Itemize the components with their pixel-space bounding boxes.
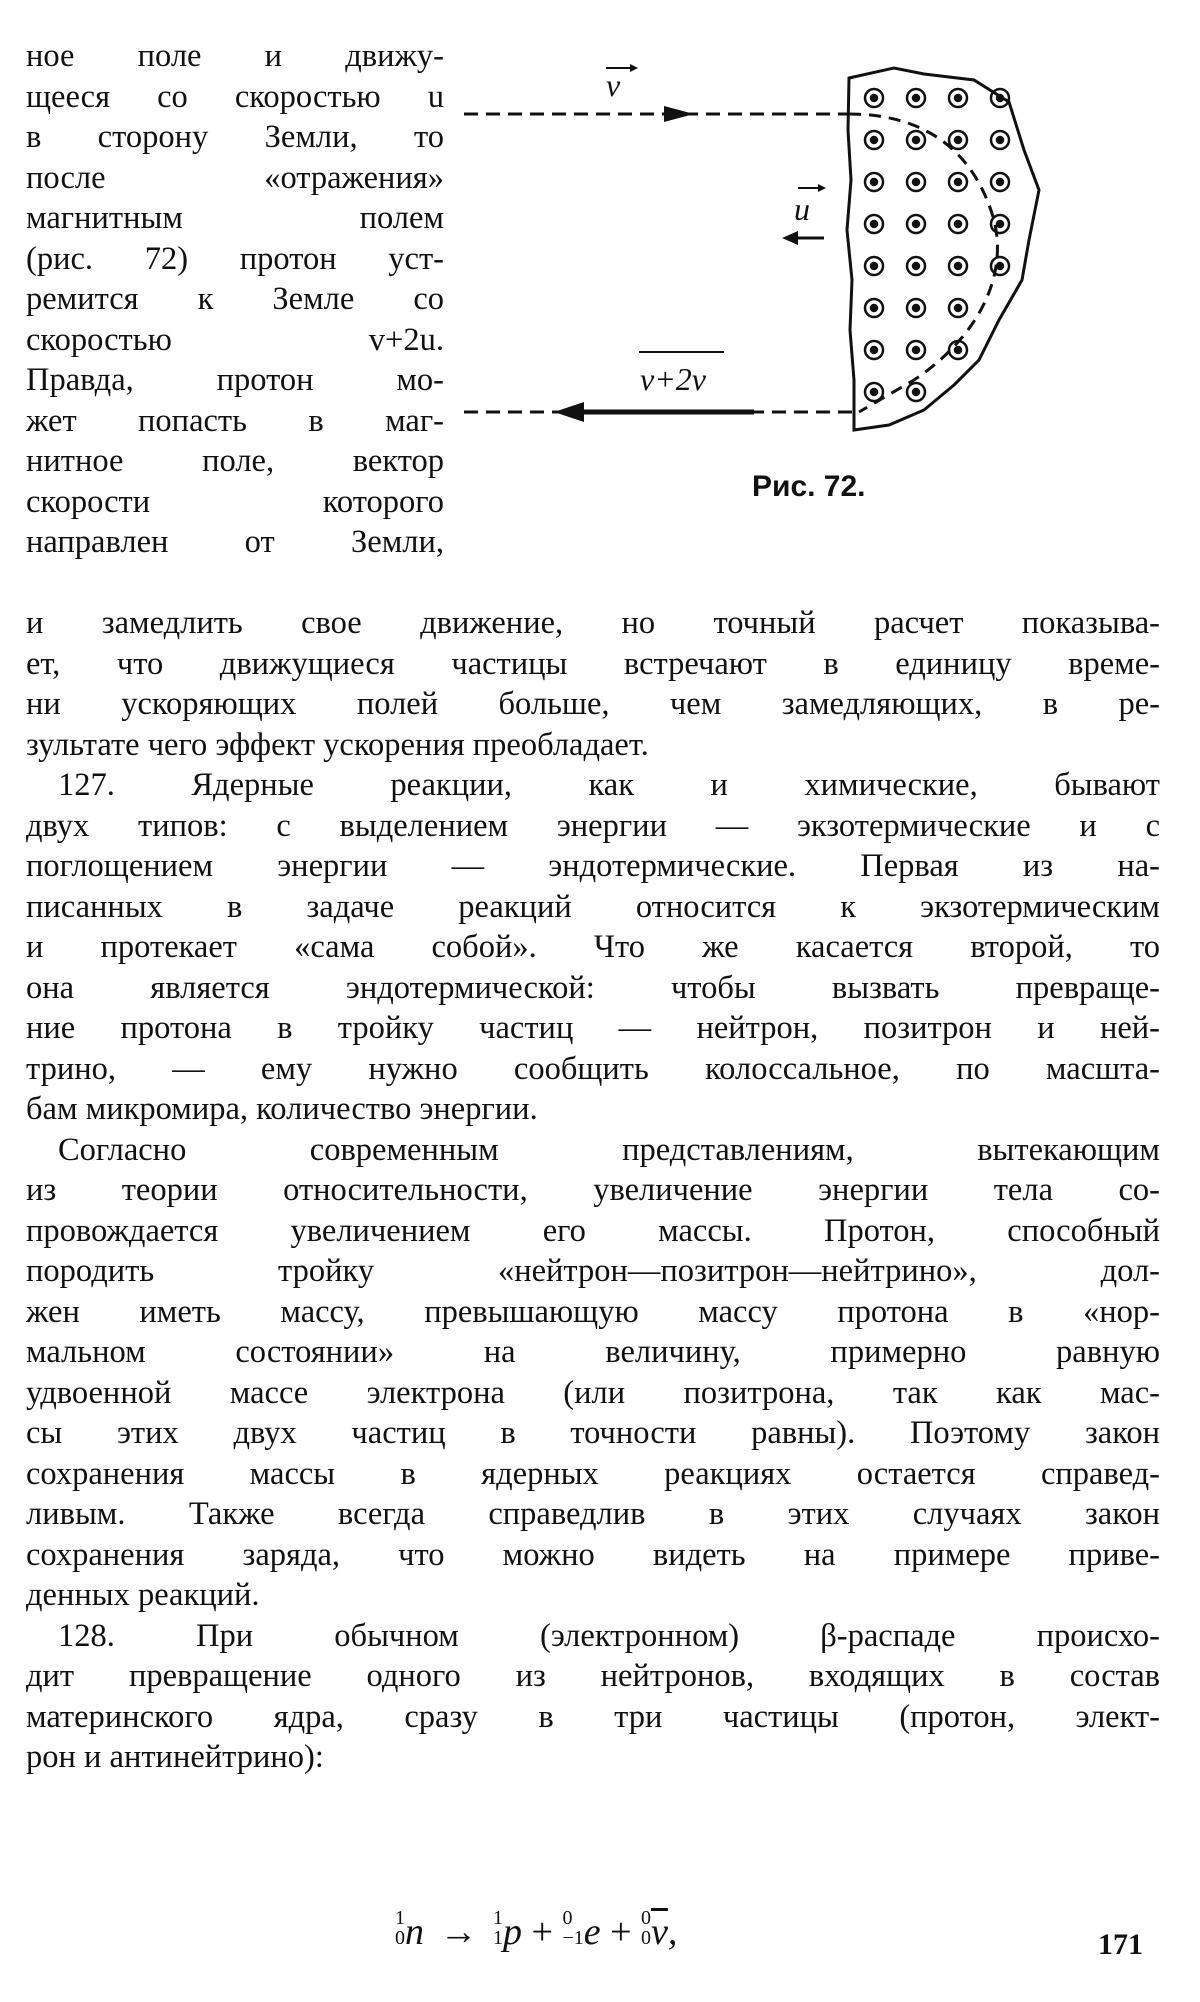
- field-dot-center: [997, 95, 1003, 101]
- intro-column: [26, 36, 444, 563]
- body-text: [26, 603, 1160, 1778]
- text-line: и замедлить свое движение, но точный расчет показыва-: [26, 605, 1160, 641]
- field-region-outline: [847, 68, 1039, 430]
- field-dot-center: [871, 137, 877, 143]
- field-dot-center: [913, 95, 919, 101]
- intro-line: (рис. 72) протон уст-: [26, 240, 444, 277]
- p-indices: 1 1: [493, 1907, 503, 1949]
- intro-line: ное поле и движу-: [26, 38, 444, 74]
- label-u: u: [794, 191, 810, 227]
- intro-line: жет попасть в маг-: [26, 402, 444, 439]
- field-dot-center: [913, 221, 919, 227]
- text-line: трино, — ему нужно сообщить колоссальное, по масшта-: [26, 1050, 1160, 1087]
- field-dot-center: [955, 221, 961, 227]
- page-number: 171: [1098, 1928, 1143, 1961]
- field-dot-center: [997, 221, 1003, 227]
- field-dot-center: [913, 389, 919, 395]
- plus: +: [531, 1911, 553, 1953]
- intro-line: скорости которого: [26, 483, 444, 520]
- intro-line: щееся со скоростью u: [26, 78, 444, 115]
- v-vector-tip: [630, 64, 638, 72]
- symbol-e: e: [583, 1911, 601, 1953]
- intro-line: магнитным полем: [26, 200, 444, 236]
- intro-line: скоростью v+2u.: [26, 321, 444, 358]
- text-line: жен иметь массу, превышающую массу протона в «нор-: [26, 1293, 1160, 1330]
- plus: +: [610, 1911, 632, 1953]
- field-dot-center: [913, 137, 919, 143]
- beta-decay-formula: [395, 1908, 677, 1954]
- figure-72: [454, 40, 1144, 510]
- field-dot-center: [871, 305, 877, 311]
- intro-line: в сторону Земли, то: [26, 119, 444, 155]
- intro-line: после «отражения»: [26, 159, 444, 196]
- u-arrowhead: [782, 231, 798, 245]
- field-dot-center: [913, 179, 919, 185]
- text-line: провождается увеличением его массы. Протон, способный: [26, 1212, 1160, 1249]
- field-dot-center: [871, 389, 877, 395]
- text-line: ливым. Также всегда справедлив в этих случаях закон: [26, 1496, 1160, 1532]
- text-line: двух типов: с выделением энергии — экзотермические и с: [26, 807, 1160, 844]
- text-line: дит превращение одного из нейтронов, входящих в состав: [26, 1658, 1160, 1694]
- field-dot-center: [955, 263, 961, 269]
- text-line: материнского ядра, сразу в три частицы (протон, элект-: [26, 1698, 1160, 1735]
- field-dot-center: [997, 263, 1003, 269]
- text-line: ет, что движущиеся частицы встречают в единицу време-: [26, 645, 1160, 682]
- field-dot-center: [871, 221, 877, 227]
- text-line: сохранения массы в ядерных реакциях остается справед-: [26, 1455, 1160, 1492]
- field-dot-center: [913, 347, 919, 353]
- intro-line: направлен от Земли,: [26, 524, 444, 560]
- arrow: →: [439, 1911, 478, 1953]
- nu-indices: 0 0: [641, 1907, 652, 1949]
- text-line: сохранения заряда, что можно видеть на примере приве-: [26, 1536, 1160, 1573]
- comma: ,: [667, 1911, 678, 1953]
- symbol-p: p: [503, 1911, 522, 1953]
- text-line: сы этих двух частиц в точности равны). Поэтому закон: [26, 1415, 1160, 1451]
- field-dot-center: [955, 95, 961, 101]
- text-line: 127. Ядерные реакции, как и химические, бывают: [58, 767, 1160, 803]
- field-dot-center: [913, 263, 919, 269]
- text-line: ни ускоряющих полей больше, чем замедляющих, в ре-: [26, 686, 1160, 722]
- label-v-plus-2u: v+2v: [640, 361, 706, 397]
- field-dot-center: [955, 347, 961, 353]
- text-line: денных реакций.: [26, 1577, 260, 1613]
- field-dot-center: [955, 305, 961, 311]
- text-line: и протекает «сама собой». Что же касается второй, то: [26, 929, 1160, 965]
- text-line: мальном состоянии» на величину, примерно равную: [26, 1334, 1160, 1370]
- text-line: зультате чего эффект ускорения преобладает.: [26, 726, 649, 763]
- outgoing-arrowhead: [554, 402, 584, 422]
- u-vector-tip: [818, 184, 826, 192]
- label-v: v: [606, 67, 621, 103]
- text-line: Согласно современным представлениям, вытекающим: [58, 1131, 1160, 1168]
- text-line: рон и антинейтрино):: [26, 1739, 324, 1775]
- incoming-arrowhead: [664, 106, 694, 122]
- field-dot-center: [871, 95, 877, 101]
- e-indices: 0 −1: [562, 1907, 584, 1949]
- field-dot-center: [913, 305, 919, 311]
- intro-line: ремится к Земле со: [26, 281, 444, 317]
- symbol-n: n: [405, 1911, 424, 1953]
- symbol-antineutrino: $\overline{\nu}$: [651, 1911, 668, 1953]
- field-dot-center: [871, 347, 877, 353]
- text-line: породить тройку «нейтрон—позитрон—нейтрино», дол-: [26, 1253, 1160, 1289]
- field-dot-center: [871, 263, 877, 269]
- field-dot-center: [997, 137, 1003, 143]
- field-dot-center: [955, 137, 961, 143]
- text-line: бам микромира, количество энергии.: [26, 1091, 538, 1127]
- intro-line: нитное поле, вектор: [26, 443, 444, 479]
- n-indices: 1 0: [395, 1907, 405, 1949]
- intro-line: Правда, протон мо-: [26, 362, 444, 398]
- text-line: она является эндотермической: чтобы вызвать превраще-: [26, 969, 1160, 1006]
- figure-caption: Рис. 72.: [752, 470, 866, 503]
- field-dot-center: [871, 179, 877, 185]
- text-line: поглощением энергии — эндотермические. Первая из на-: [26, 848, 1160, 884]
- text-line: из теории относительности, увеличение энергии тела со-: [26, 1172, 1160, 1208]
- field-dot-center: [955, 179, 961, 185]
- field-dot-center: [997, 179, 1003, 185]
- text-line: писанных в задаче реакций относится к экзотермическим: [26, 888, 1160, 925]
- text-line: удвоенной массе электрона (или позитрона, так как мас-: [26, 1374, 1160, 1411]
- text-line: ние протона в тройку частиц — нейтрон, позитрон и ней-: [26, 1010, 1160, 1046]
- text-line: 128. При обычном (электронном) β-распаде происхо-: [58, 1617, 1160, 1654]
